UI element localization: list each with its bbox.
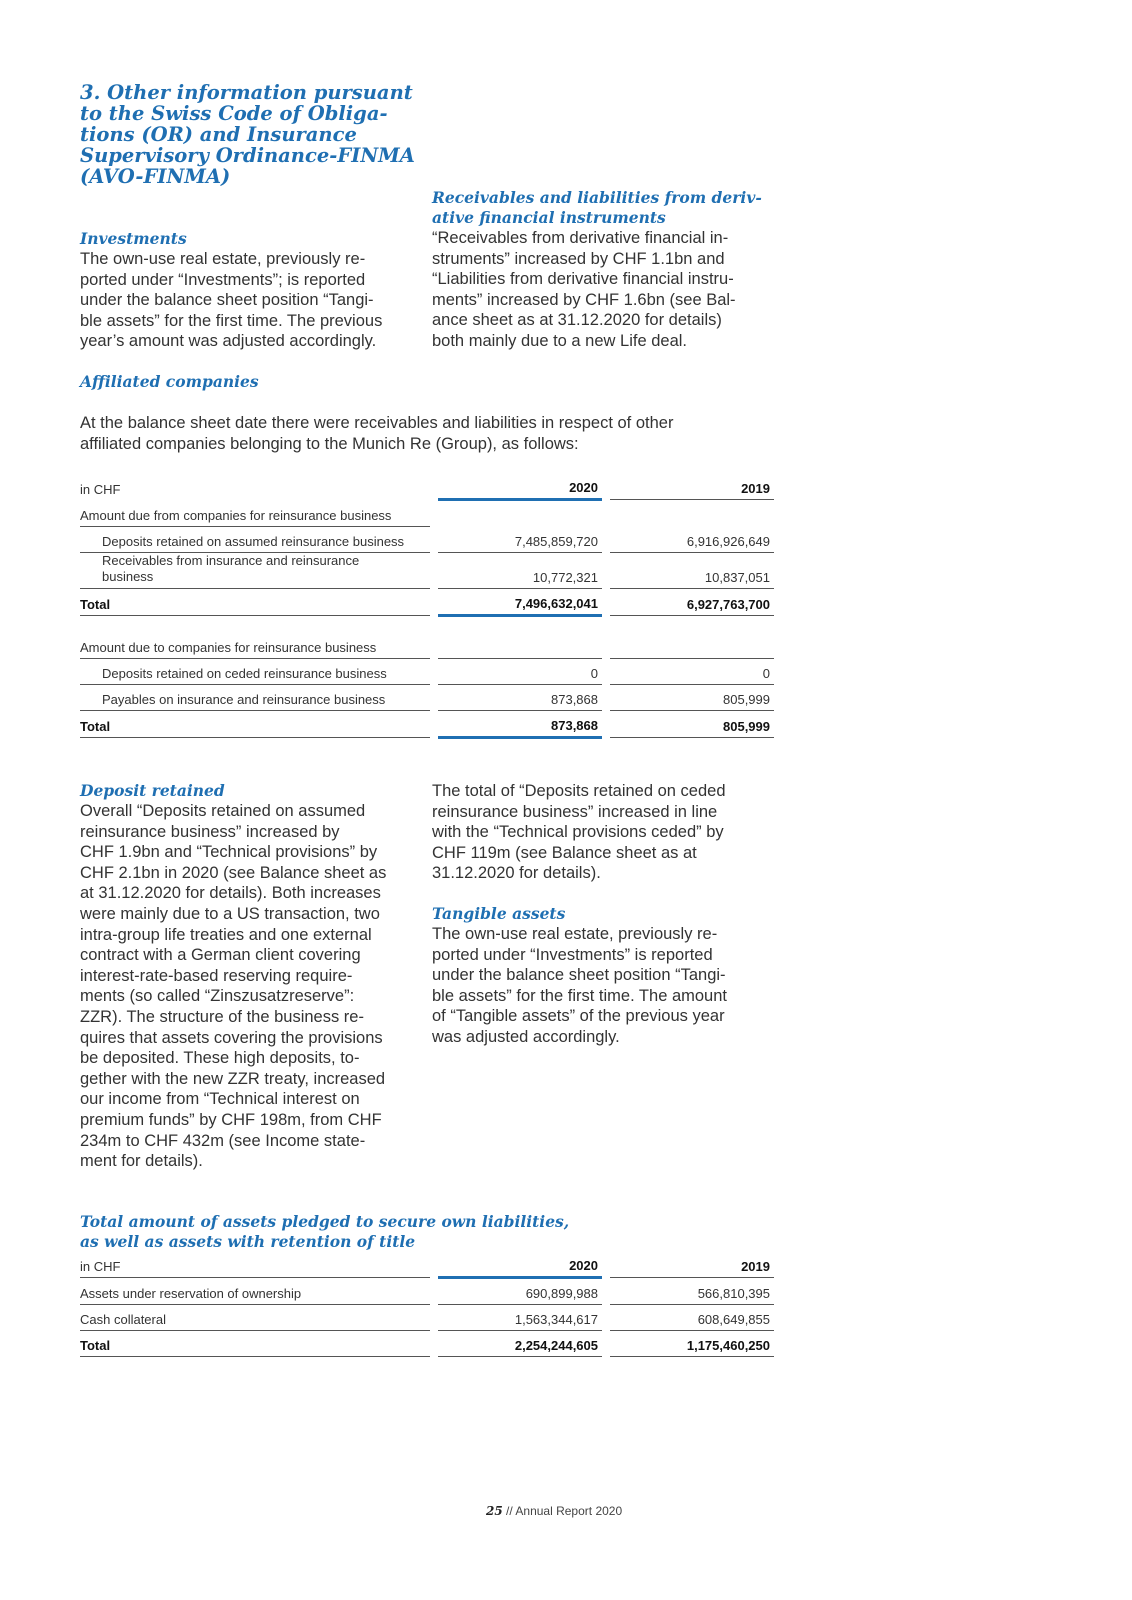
row-value-2019: 566,810,395 (610, 1278, 774, 1305)
table-header-row (80, 473, 774, 500)
col-2019: 2019 (610, 473, 774, 500)
row-value-2019: 805,999 (610, 684, 774, 710)
group-label: Amount due from companies for reinsurance business (80, 500, 430, 527)
row-label: Payables on insurance and reinsurance business (80, 684, 430, 710)
total-label: Total (80, 588, 430, 615)
page-footer (486, 1504, 622, 1518)
derivatives-section (432, 188, 772, 352)
affiliated-table (80, 473, 774, 739)
total-value-2019: 6,927,763,700 (610, 588, 774, 615)
unit-label: in CHF (80, 481, 121, 497)
affiliated-text: At the balance sheet date there were receivables and liabilities in respect of other affiliated companies belonging to the Munich Re (Group), as follows: (80, 414, 674, 453)
deposit-heading: Deposit retained (80, 781, 225, 800)
table-row (80, 1278, 774, 1305)
page-number: 25 (486, 1504, 503, 1518)
ceded-text: The total of “Deposits retained on ceded reinsurance business” increased in line with the “Technical provisions ceded” by CHF 119m (see Balance sheet as at 31.12.2020 for details). (432, 782, 726, 883)
table-row (80, 1305, 774, 1331)
tangible-heading: Tangible assets (432, 904, 566, 923)
table-row (80, 658, 774, 684)
unit-label: in CHF (80, 1251, 430, 1278)
group-label: Amount due to companies for reinsurance business (80, 633, 430, 659)
row-value-2020: 690,899,988 (438, 1278, 602, 1305)
total-value-2019: 805,999 (610, 710, 774, 737)
ceded-section (432, 781, 772, 884)
total-row (80, 710, 774, 737)
col-2020: 2020 (438, 1251, 602, 1278)
total-value-2020: 2,254,244,605 (438, 1331, 602, 1357)
table-row (80, 526, 774, 552)
deposit-section (80, 781, 420, 1172)
investments-heading: Investments (80, 229, 187, 248)
row-value-2020: 7,485,859,720 (438, 526, 602, 552)
row-value-2019: 0 (610, 658, 774, 684)
derivatives-heading: Receivables and liabilities from deriv- ative financial instruments (432, 188, 762, 227)
pledged-table (80, 1251, 774, 1357)
row-label: Deposits retained on assumed reinsurance business (80, 526, 430, 552)
row-label: Deposits retained on ceded reinsurance business (80, 658, 430, 684)
investments-section (80, 229, 420, 352)
investments-text: The own-use real estate, previously re- ported under “Investments”; is reported under the balance sheet position “Tangi- ble assets” for the first time. The previous year’s amount was adjusted accordingly. (80, 250, 383, 351)
tangible-text: The own-use real estate, previously re- ported under “Investments” is reported under the balance sheet position “Tangi- ble assets” for the first time. The amount of “Tangible assets” of the previous year was adjusted accordingly. (432, 925, 727, 1046)
affiliated-heading: Affiliated companies (80, 372, 259, 391)
table-row (80, 552, 774, 588)
total-value-2019: 1,175,460,250 (610, 1331, 774, 1357)
total-row (80, 1331, 774, 1357)
col-2020: 2020 (438, 473, 602, 500)
section-title: 3. Other information pursuant to the Swiss Code of Obliga- tions (OR) and Insurance Supervisory Ordinance-FINMA (AVO-FINMA) (80, 81, 415, 188)
row-label: Assets under reservation of ownership (80, 1278, 430, 1305)
deposit-text: Overall “Deposits retained on assumed reinsurance business” increased by CHF 1.9bn and “Technical provisions” by CHF 2.1bn in 2020 (see Balance sheet as at 31.12.2020 for details). Both increases were mainly due to a US transaction, two intra-group life treaties and one external contract with a German client covering interest-rate-based reserving require- ments (so called “Zinszusatzreserve”: ZZR). The structure of the business re- quires that assets covering the provisions be deposited. These high deposits, to- gether with the new ZZR treaty, increased our income from “Technical interest on premium funds” by CHF 198m, from CHF 234m to CHF 432m (see Income state- ment for details). (80, 802, 387, 1171)
row-value-2020: 10,772,321 (438, 552, 602, 588)
total-label: Total (80, 710, 430, 737)
footer-text: // Annual Report 2020 (506, 1504, 623, 1518)
pledged-heading: Total amount of assets pledged to secure own liabilities, as well as assets with retention of title (80, 1212, 570, 1251)
col-2019: 2019 (610, 1251, 774, 1278)
table-row (80, 500, 774, 527)
total-row (80, 588, 774, 615)
total-label: Total (80, 1331, 430, 1357)
tangible-section (432, 904, 772, 1048)
row-value-2020: 873,868 (438, 684, 602, 710)
row-label: Cash collateral (80, 1305, 430, 1331)
row-label: Receivables from insurance and reinsurance business (80, 552, 430, 588)
table-row (80, 684, 774, 710)
total-value-2020: 7,496,632,041 (438, 588, 602, 615)
row-value-2020: 0 (438, 658, 602, 684)
derivatives-text: “Receivables from derivative financial in- struments” increased by CHF 1.1bn and “Liabilities from derivative financial instru- ments” increased by CHF 1.6bn (see Bal- ance sheet as at 31.12.2020 for details) both mainly due to a new Life deal. (432, 229, 736, 350)
row-value-2019: 608,649,855 (610, 1305, 774, 1331)
table-header-row (80, 1251, 774, 1278)
row-value-2019: 10,837,051 (610, 552, 774, 588)
row-value-2020: 1,563,344,617 (438, 1305, 602, 1331)
total-value-2020: 873,868 (438, 710, 602, 737)
row-value-2019: 6,916,926,649 (610, 526, 774, 552)
table-row (80, 633, 774, 659)
